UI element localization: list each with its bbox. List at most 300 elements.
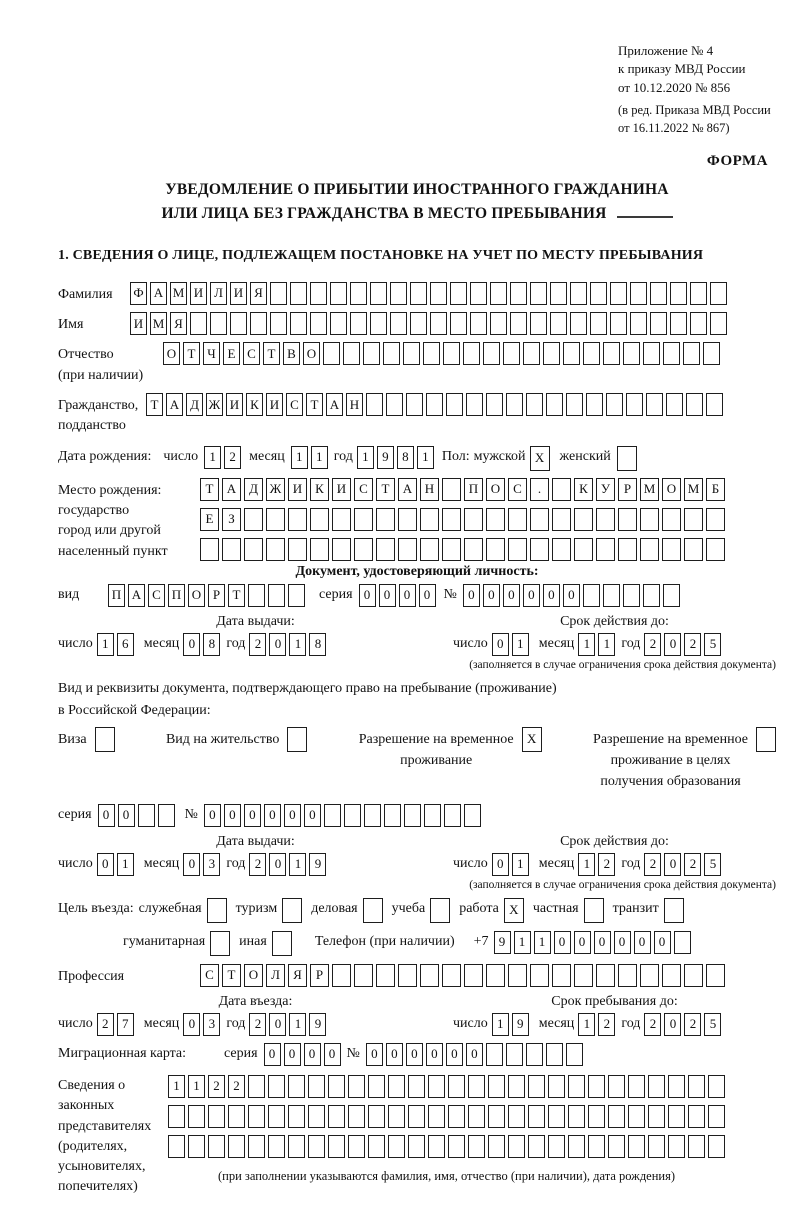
char-box[interactable] (648, 1135, 665, 1158)
char-box[interactable] (332, 508, 351, 531)
char-box[interactable]: Т (306, 393, 323, 416)
char-box[interactable] (486, 1043, 503, 1066)
char-box[interactable]: 1 (291, 446, 308, 469)
char-box[interactable] (610, 312, 627, 335)
char-box[interactable]: 5 (704, 1013, 721, 1036)
char-box[interactable]: 2 (97, 1013, 114, 1036)
char-box[interactable]: 2 (224, 446, 241, 469)
char-box[interactable]: Б (706, 478, 725, 501)
char-box[interactable] (398, 964, 417, 987)
char-box[interactable]: И (226, 393, 243, 416)
char-box[interactable] (363, 898, 383, 923)
char-box[interactable] (268, 1135, 285, 1158)
char-box[interactable] (430, 898, 450, 923)
char-box[interactable] (288, 1105, 305, 1128)
char-box[interactable]: 0 (359, 584, 376, 607)
char-box[interactable] (483, 342, 500, 365)
char-box[interactable] (548, 1105, 565, 1128)
char-box[interactable]: 8 (203, 633, 220, 656)
char-box[interactable] (468, 1135, 485, 1158)
char-box[interactable]: И (130, 312, 147, 335)
char-box[interactable] (190, 312, 207, 335)
char-box[interactable]: Р (310, 964, 329, 987)
char-box[interactable] (686, 393, 703, 416)
char-box[interactable] (628, 1075, 645, 1098)
char-box[interactable] (570, 312, 587, 335)
char-box[interactable]: Ч (203, 342, 220, 365)
char-box[interactable]: 6 (117, 633, 134, 656)
char-box[interactable] (666, 393, 683, 416)
char-box[interactable] (308, 1135, 325, 1158)
char-box[interactable]: 1 (512, 853, 529, 876)
char-box[interactable]: X (530, 446, 550, 471)
char-box[interactable]: 9 (494, 931, 511, 954)
char-box[interactable] (368, 1075, 385, 1098)
char-box[interactable] (344, 804, 361, 827)
char-box[interactable] (610, 282, 627, 305)
char-box[interactable] (168, 1105, 185, 1128)
char-box[interactable] (388, 1105, 405, 1128)
char-box[interactable] (390, 312, 407, 335)
char-box[interactable]: М (684, 478, 703, 501)
char-box[interactable] (584, 898, 604, 923)
char-box[interactable] (528, 1135, 545, 1158)
char-box[interactable] (310, 312, 327, 335)
char-box[interactable] (526, 393, 543, 416)
char-box[interactable] (588, 1135, 605, 1158)
char-box[interactable] (324, 804, 341, 827)
char-box[interactable] (210, 931, 230, 956)
char-box[interactable]: 0 (379, 584, 396, 607)
char-box[interactable] (423, 342, 440, 365)
char-box[interactable]: З (222, 508, 241, 531)
char-box[interactable] (648, 1075, 665, 1098)
char-box[interactable]: 7 (117, 1013, 134, 1036)
char-box[interactable]: X (504, 898, 524, 923)
char-box[interactable]: С (354, 478, 373, 501)
char-box[interactable] (508, 1105, 525, 1128)
char-box[interactable]: 0 (204, 804, 221, 827)
char-box[interactable] (546, 1043, 563, 1066)
char-box[interactable] (552, 478, 571, 501)
char-box[interactable] (486, 538, 505, 561)
char-box[interactable] (363, 342, 380, 365)
char-box[interactable]: 8 (397, 446, 414, 469)
char-box[interactable] (490, 312, 507, 335)
char-box[interactable] (706, 393, 723, 416)
char-box[interactable]: А (166, 393, 183, 416)
char-box[interactable] (266, 538, 285, 561)
char-box[interactable] (403, 342, 420, 365)
char-box[interactable] (530, 312, 547, 335)
char-box[interactable] (617, 446, 637, 471)
char-box[interactable]: 0 (366, 1043, 383, 1066)
char-box[interactable] (270, 282, 287, 305)
char-box[interactable] (290, 282, 307, 305)
char-box[interactable] (348, 1135, 365, 1158)
char-box[interactable]: С (243, 342, 260, 365)
char-box[interactable] (406, 393, 423, 416)
char-box[interactable] (343, 342, 360, 365)
char-box[interactable] (310, 508, 329, 531)
char-box[interactable]: Т (146, 393, 163, 416)
char-box[interactable] (448, 1135, 465, 1158)
char-box[interactable]: 0 (664, 1013, 681, 1036)
char-box[interactable] (428, 1075, 445, 1098)
char-box[interactable] (410, 282, 427, 305)
char-box[interactable]: У (596, 478, 615, 501)
char-box[interactable] (464, 964, 483, 987)
char-box[interactable]: 5 (704, 633, 721, 656)
char-box[interactable] (386, 393, 403, 416)
char-box[interactable] (552, 964, 571, 987)
char-box[interactable] (684, 964, 703, 987)
char-box[interactable] (670, 312, 687, 335)
char-box[interactable] (270, 312, 287, 335)
char-box[interactable] (508, 1075, 525, 1098)
char-box[interactable]: Н (420, 478, 439, 501)
char-box[interactable]: М (170, 282, 187, 305)
char-box[interactable] (710, 312, 727, 335)
char-box[interactable] (370, 312, 387, 335)
char-box[interactable]: А (222, 478, 241, 501)
char-box[interactable] (566, 393, 583, 416)
char-box[interactable] (708, 1135, 725, 1158)
char-box[interactable] (662, 964, 681, 987)
char-box[interactable]: С (286, 393, 303, 416)
char-box[interactable] (546, 393, 563, 416)
char-box[interactable] (442, 478, 461, 501)
char-box[interactable]: О (163, 342, 180, 365)
char-box[interactable] (663, 342, 680, 365)
char-box[interactable]: А (150, 282, 167, 305)
char-box[interactable] (684, 538, 703, 561)
char-box[interactable]: Л (266, 964, 285, 987)
char-box[interactable]: 0 (399, 584, 416, 607)
char-box[interactable] (463, 342, 480, 365)
char-box[interactable]: 0 (614, 931, 631, 954)
char-box[interactable]: 1 (204, 446, 221, 469)
char-box[interactable] (268, 1075, 285, 1098)
char-box[interactable] (348, 1075, 365, 1098)
char-box[interactable] (618, 508, 637, 531)
char-box[interactable] (282, 898, 302, 923)
char-box[interactable] (688, 1075, 705, 1098)
char-box[interactable] (523, 342, 540, 365)
char-box[interactable] (308, 1105, 325, 1128)
char-box[interactable]: М (150, 312, 167, 335)
char-box[interactable] (208, 1105, 225, 1128)
char-box[interactable]: 0 (183, 633, 200, 656)
char-box[interactable] (410, 312, 427, 335)
char-box[interactable] (623, 584, 640, 607)
char-box[interactable] (408, 1135, 425, 1158)
char-box[interactable]: Л (210, 282, 227, 305)
char-box[interactable] (442, 538, 461, 561)
char-box[interactable] (530, 964, 549, 987)
char-box[interactable] (684, 508, 703, 531)
char-box[interactable]: С (200, 964, 219, 987)
char-box[interactable] (420, 508, 439, 531)
char-box[interactable] (643, 584, 660, 607)
char-box[interactable] (488, 1105, 505, 1128)
char-box[interactable]: Р (618, 478, 637, 501)
char-box[interactable] (272, 931, 292, 956)
char-box[interactable]: 0 (543, 584, 560, 607)
char-box[interactable] (643, 342, 660, 365)
char-box[interactable] (464, 508, 483, 531)
char-box[interactable] (450, 312, 467, 335)
char-box[interactable] (662, 508, 681, 531)
char-box[interactable]: 0 (574, 931, 591, 954)
char-box[interactable]: 2 (208, 1075, 225, 1098)
char-box[interactable] (668, 1105, 685, 1128)
char-box[interactable] (208, 1135, 225, 1158)
char-box[interactable] (630, 282, 647, 305)
char-box[interactable] (210, 312, 227, 335)
char-box[interactable]: Т (228, 584, 245, 607)
char-box[interactable]: А (398, 478, 417, 501)
char-box[interactable] (328, 1105, 345, 1128)
char-box[interactable] (288, 1135, 305, 1158)
char-box[interactable] (570, 282, 587, 305)
char-box[interactable]: 1 (357, 446, 374, 469)
char-box[interactable]: 0 (426, 1043, 443, 1066)
char-box[interactable] (348, 1105, 365, 1128)
char-box[interactable]: Д (244, 478, 263, 501)
char-box[interactable]: 0 (183, 1013, 200, 1036)
char-box[interactable] (628, 1105, 645, 1128)
char-box[interactable] (330, 282, 347, 305)
char-box[interactable]: Е (223, 342, 240, 365)
char-box[interactable]: Е (200, 508, 219, 531)
char-box[interactable] (310, 538, 329, 561)
char-box[interactable]: 1 (289, 1013, 306, 1036)
char-box[interactable]: Т (200, 478, 219, 501)
char-box[interactable] (603, 342, 620, 365)
char-box[interactable] (228, 1105, 245, 1128)
char-box[interactable]: В (283, 342, 300, 365)
char-box[interactable] (574, 964, 593, 987)
char-box[interactable]: О (244, 964, 263, 987)
char-box[interactable] (248, 1105, 265, 1128)
char-box[interactable] (268, 1105, 285, 1128)
char-box[interactable]: 1 (578, 1013, 595, 1036)
char-box[interactable]: 1 (598, 633, 615, 656)
char-box[interactable] (552, 538, 571, 561)
char-box[interactable] (590, 282, 607, 305)
char-box[interactable]: 8 (309, 633, 326, 656)
char-box[interactable] (138, 804, 155, 827)
char-box[interactable]: О (188, 584, 205, 607)
char-box[interactable] (503, 342, 520, 365)
char-box[interactable]: 0 (664, 633, 681, 656)
char-box[interactable] (398, 508, 417, 531)
char-box[interactable] (442, 964, 461, 987)
char-box[interactable]: 0 (264, 804, 281, 827)
char-box[interactable]: 0 (554, 931, 571, 954)
char-box[interactable] (550, 282, 567, 305)
char-box[interactable] (466, 393, 483, 416)
char-box[interactable] (710, 282, 727, 305)
char-box[interactable] (444, 804, 461, 827)
char-box[interactable] (663, 584, 680, 607)
char-box[interactable] (490, 282, 507, 305)
char-box[interactable]: 2 (228, 1075, 245, 1098)
char-box[interactable]: 0 (304, 1043, 321, 1066)
char-box[interactable]: 9 (309, 1013, 326, 1036)
char-box[interactable]: 1 (97, 633, 114, 656)
char-box[interactable]: 1 (492, 1013, 509, 1036)
char-box[interactable]: 2 (684, 633, 701, 656)
char-box[interactable] (528, 1105, 545, 1128)
char-box[interactable] (583, 342, 600, 365)
char-box[interactable]: 0 (483, 584, 500, 607)
char-box[interactable] (464, 804, 481, 827)
char-box[interactable] (488, 1135, 505, 1158)
char-box[interactable] (608, 1075, 625, 1098)
char-box[interactable] (646, 393, 663, 416)
char-box[interactable] (404, 804, 421, 827)
char-box[interactable]: 0 (654, 931, 671, 954)
char-box[interactable] (368, 1105, 385, 1128)
char-box[interactable] (688, 1105, 705, 1128)
char-box[interactable] (376, 964, 395, 987)
char-box[interactable] (668, 1135, 685, 1158)
char-box[interactable] (528, 1075, 545, 1098)
char-box[interactable] (268, 584, 285, 607)
char-box[interactable] (618, 538, 637, 561)
char-box[interactable]: Т (183, 342, 200, 365)
char-box[interactable] (424, 804, 441, 827)
char-box[interactable] (628, 1135, 645, 1158)
char-box[interactable]: 9 (512, 1013, 529, 1036)
char-box[interactable] (706, 964, 725, 987)
char-box[interactable]: И (266, 393, 283, 416)
char-box[interactable] (706, 508, 725, 531)
char-box[interactable]: 0 (324, 1043, 341, 1066)
char-box[interactable]: К (310, 478, 329, 501)
char-box[interactable]: 0 (244, 804, 261, 827)
char-box[interactable]: 2 (684, 853, 701, 876)
char-box[interactable]: 0 (386, 1043, 403, 1066)
char-box[interactable] (384, 804, 401, 827)
char-box[interactable]: 5 (704, 853, 721, 876)
char-box[interactable]: 1 (534, 931, 551, 954)
char-box[interactable] (703, 342, 720, 365)
char-box[interactable] (408, 1105, 425, 1128)
char-box[interactable] (207, 898, 227, 923)
char-box[interactable] (608, 1135, 625, 1158)
char-box[interactable] (468, 1105, 485, 1128)
char-box[interactable] (608, 1105, 625, 1128)
char-box[interactable]: 0 (466, 1043, 483, 1066)
char-box[interactable]: Р (208, 584, 225, 607)
char-box[interactable] (443, 342, 460, 365)
char-box[interactable]: 2 (644, 1013, 661, 1036)
char-box[interactable] (266, 508, 285, 531)
char-box[interactable]: 0 (264, 1043, 281, 1066)
char-box[interactable] (368, 1135, 385, 1158)
char-box[interactable]: 0 (98, 804, 115, 827)
char-box[interactable] (248, 1075, 265, 1098)
char-box[interactable] (420, 964, 439, 987)
char-box[interactable]: 9 (309, 853, 326, 876)
char-box[interactable] (388, 1135, 405, 1158)
char-box[interactable] (508, 538, 527, 561)
char-box[interactable]: 3 (203, 853, 220, 876)
char-box[interactable] (244, 538, 263, 561)
char-box[interactable]: 0 (118, 804, 135, 827)
char-box[interactable]: 2 (598, 853, 615, 876)
char-box[interactable] (288, 1075, 305, 1098)
char-box[interactable] (328, 1135, 345, 1158)
char-box[interactable]: 1 (311, 446, 328, 469)
char-box[interactable] (168, 1135, 185, 1158)
char-box[interactable]: И (288, 478, 307, 501)
char-box[interactable] (428, 1105, 445, 1128)
char-box[interactable] (650, 312, 667, 335)
char-box[interactable]: 2 (249, 853, 266, 876)
char-box[interactable] (568, 1075, 585, 1098)
char-box[interactable] (287, 727, 307, 752)
char-box[interactable]: 1 (168, 1075, 185, 1098)
char-box[interactable] (290, 312, 307, 335)
char-box[interactable]: С (148, 584, 165, 607)
char-box[interactable] (448, 1075, 465, 1098)
char-box[interactable] (288, 538, 307, 561)
char-box[interactable]: 0 (563, 584, 580, 607)
char-box[interactable] (596, 538, 615, 561)
char-box[interactable] (574, 538, 593, 561)
char-box[interactable] (548, 1135, 565, 1158)
char-box[interactable]: 0 (183, 853, 200, 876)
char-box[interactable] (690, 282, 707, 305)
char-box[interactable]: Ж (266, 478, 285, 501)
char-box[interactable] (430, 282, 447, 305)
char-box[interactable] (332, 538, 351, 561)
char-box[interactable]: 1 (188, 1075, 205, 1098)
char-box[interactable] (590, 312, 607, 335)
char-box[interactable]: 1 (578, 853, 595, 876)
char-box[interactable] (158, 804, 175, 827)
char-box[interactable] (486, 964, 505, 987)
char-box[interactable] (568, 1135, 585, 1158)
char-box[interactable] (508, 508, 527, 531)
char-box[interactable]: П (168, 584, 185, 607)
char-box[interactable]: 0 (419, 584, 436, 607)
char-box[interactable] (530, 508, 549, 531)
char-box[interactable] (588, 1105, 605, 1128)
char-box[interactable] (568, 1105, 585, 1128)
char-box[interactable] (708, 1075, 725, 1098)
char-box[interactable]: 0 (224, 804, 241, 827)
char-box[interactable]: 2 (249, 633, 266, 656)
char-box[interactable]: 0 (406, 1043, 423, 1066)
char-box[interactable]: П (108, 584, 125, 607)
char-box[interactable] (683, 342, 700, 365)
char-box[interactable]: X (522, 727, 542, 752)
char-box[interactable] (586, 393, 603, 416)
char-box[interactable] (510, 312, 527, 335)
char-box[interactable]: И (332, 478, 351, 501)
char-box[interactable] (470, 312, 487, 335)
char-box[interactable] (388, 1075, 405, 1098)
char-box[interactable]: 0 (269, 633, 286, 656)
char-box[interactable]: 0 (284, 1043, 301, 1066)
char-box[interactable] (756, 727, 776, 752)
char-box[interactable] (566, 1043, 583, 1066)
